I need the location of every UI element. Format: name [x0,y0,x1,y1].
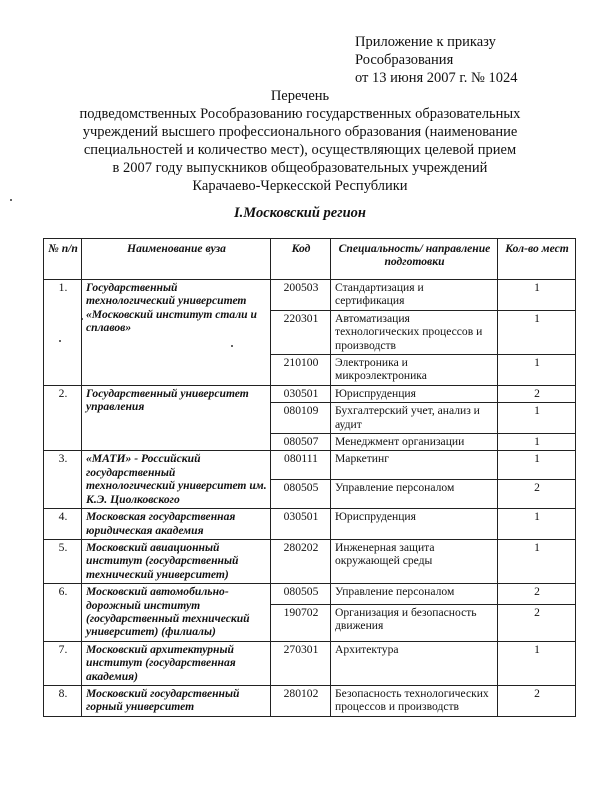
table-row [44,584,576,605]
specialty-code: 200503 [271,280,331,311]
title-line: специальностей и количество мест), осуществляющих целевой прием [83,142,517,158]
seat-count: 1 [498,641,576,685]
seat-count: 2 [498,584,576,605]
specialty-code: 270301 [271,641,331,685]
table-row [44,385,576,402]
row-number: 2. [44,385,82,451]
appendix-line: от 13 июня 2007 г. № 1024 [355,70,518,86]
specialty-code: 210100 [271,355,331,386]
table-row [44,509,576,540]
row-number: 8. [44,685,82,716]
scan-speck [10,199,12,201]
title-line: Карачаево-Черкесской Республики [192,178,408,194]
specialty-name: Юриспруденция [331,509,498,540]
university-name: Московская государственная юридическая академия [82,509,271,540]
seat-count: 1 [498,403,576,434]
row-number: 1. [44,280,82,386]
specialty-name: Архитектура [331,641,498,685]
specialty-code: 190702 [271,604,331,641]
specialty-name: Стандартизация и сертификация [331,280,498,311]
row-number: 7. [44,641,82,685]
header-quantity: Кол-во мест [498,239,576,280]
appendix-line: Рособразования [355,52,454,68]
specialty-code: 030501 [271,385,331,402]
specialty-name: Электроника и микроэлектроника [331,355,498,386]
appendix-line: Приложение к приказу [355,34,496,50]
seat-count: 1 [498,451,576,480]
university-name: Московский государственный горный университет [82,685,271,716]
specialty-code: 080505 [271,584,331,605]
table-row [44,641,576,685]
seat-count: 1 [498,310,576,354]
region-heading: I.Московский регион [234,205,366,221]
specialty-name: Менеджмент организации [331,434,498,451]
appendix-note [355,33,517,87]
university-name: Московский автомобильно-дорожный институт (государственный технический университет) (филиалы) [82,584,271,642]
table-row [44,451,576,480]
seat-count: 1 [498,280,576,311]
title-line: учреждений высшего профессионального образования (наименование [82,124,518,140]
table-row [44,685,576,716]
seat-count: 1 [498,434,576,451]
header-university: Наименование вуза [82,239,271,280]
specialty-code: 080111 [271,451,331,480]
specialty-name: Инженерная защита окружающей среды [331,539,498,583]
seat-count: 2 [498,604,576,641]
seat-count: 1 [498,355,576,386]
header-number: № п/п [44,239,82,280]
seat-count: 2 [498,480,576,509]
table-row [44,539,576,583]
row-number: 3. [44,451,82,509]
specialty-name: Юриспруденция [331,385,498,402]
seat-count: 2 [498,385,576,402]
row-number: 5. [44,539,82,583]
university-name: «МАТИ» - Российский государственный технологический университет им. К.Э. Циолковского [82,451,271,509]
specialty-name: Автоматизация технологических процессов и производств [331,310,498,354]
university-name: Государственный университет управления [82,385,271,451]
universities-table [43,238,576,717]
title-line: в 2007 году выпускников общеобразовательных учреждений [112,160,488,176]
table-header [44,239,576,280]
row-number: 6. [44,584,82,642]
seat-count: 1 [498,539,576,583]
specialty-name: Маркетинг [331,451,498,480]
table-row [44,280,576,311]
row-number: 4. [44,509,82,540]
specialty-name: Организация и безопасность движения [331,604,498,641]
specialty-code: 030501 [271,509,331,540]
seat-count: 1 [498,509,576,540]
specialty-name: Безопасность технологических процессов и производств [331,685,498,716]
specialty-name: Бухгалтерский учет, анализ и аудит [331,403,498,434]
header-specialty: Специальность/ направление подготовки [331,239,498,280]
specialty-name: Управление персоналом [331,480,498,509]
header-code: Код [271,239,331,280]
specialty-name: Управление персоналом [331,584,498,605]
title-line: подведомственных Рособразованию государственных образовательных [79,106,521,122]
specialty-code: 080109 [271,403,331,434]
table-body [44,280,576,717]
university-name: Московский архитектурный институт (государственная академия) [82,641,271,685]
specialty-code: 080505 [271,480,331,509]
specialty-code: 220301 [271,310,331,354]
specialty-code: 280202 [271,539,331,583]
document-title [20,87,580,195]
specialty-code: 280102 [271,685,331,716]
university-name: Государственный технологический университет «Московский институт стали и сплавов» [82,280,271,386]
specialty-code: 080507 [271,434,331,451]
title-line: Перечень [270,88,330,104]
seat-count: 2 [498,685,576,716]
university-name: Московский авиационный институт (государственный технический университет) [82,539,271,583]
